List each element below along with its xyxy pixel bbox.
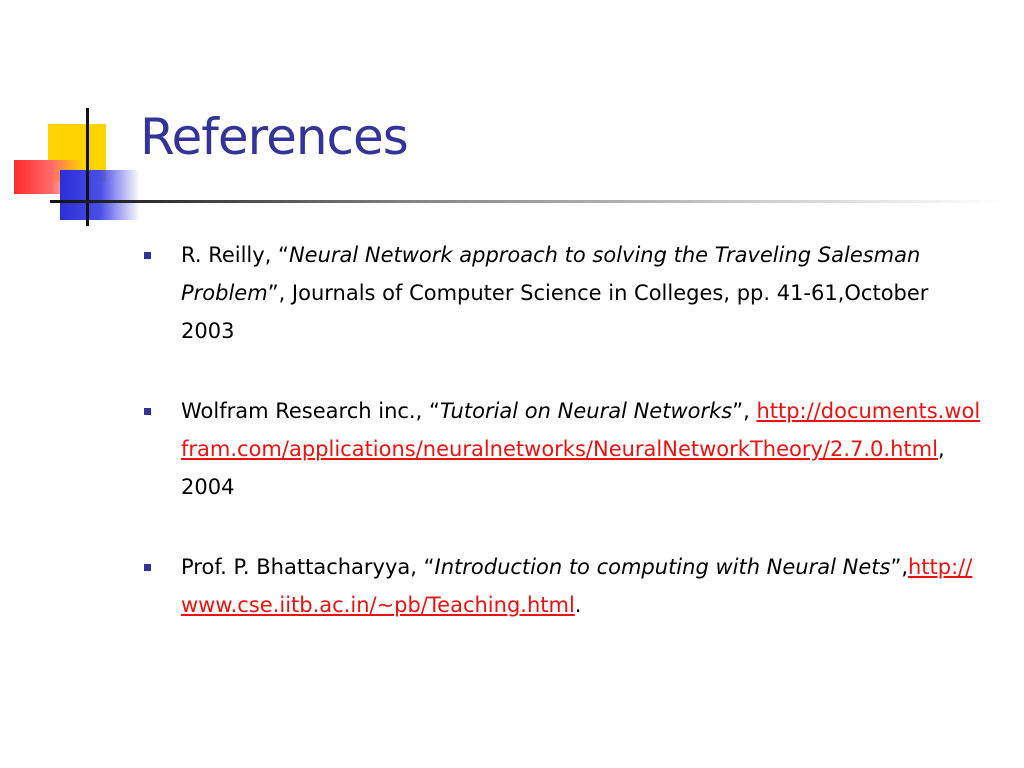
reference-title: Introduction to computing with Neural Nets bbox=[434, 555, 891, 579]
reference-item-3 bbox=[144, 548, 986, 624]
reference-link[interactable]: http://www.cse.iitb.ac.in/~pb/Teaching.html bbox=[181, 555, 973, 617]
bullet-icon bbox=[144, 252, 151, 259]
reference-prefix: R. Reilly, “ bbox=[181, 243, 289, 267]
vertical-rule bbox=[86, 108, 89, 226]
reference-title: Neural Network approach to solving the Traveling Salesman Problem bbox=[181, 243, 921, 305]
reference-item-1 bbox=[144, 236, 986, 350]
references-list bbox=[144, 236, 986, 666]
slide-title: References bbox=[140, 108, 408, 166]
reference-suffix: , 2004 bbox=[181, 437, 945, 499]
reference-details: ”, bbox=[890, 555, 908, 579]
reference-details: ”, bbox=[732, 399, 757, 423]
decorative-logo bbox=[0, 0, 140, 240]
bullet-icon bbox=[144, 408, 151, 415]
reference-prefix: Wolfram Research inc., “ bbox=[181, 399, 440, 423]
title-underline bbox=[50, 200, 1010, 203]
blue-square bbox=[60, 170, 140, 220]
reference-link[interactable]: http://documents.wolfram.com/applications/neuralnetworks/NeuralNetworkTheory/2.7.0.html bbox=[181, 399, 981, 461]
reference-title: Tutorial on Neural Networks bbox=[439, 399, 733, 423]
reference-details: ”, Journals of Computer Science in Colleges, pp. 41-61,October 2003 bbox=[181, 281, 929, 343]
reference-prefix: Prof. P. Bhattacharyya, “ bbox=[181, 555, 435, 579]
reference-suffix: . bbox=[574, 593, 582, 617]
reference-item-2 bbox=[144, 392, 986, 506]
bullet-icon bbox=[144, 564, 151, 571]
